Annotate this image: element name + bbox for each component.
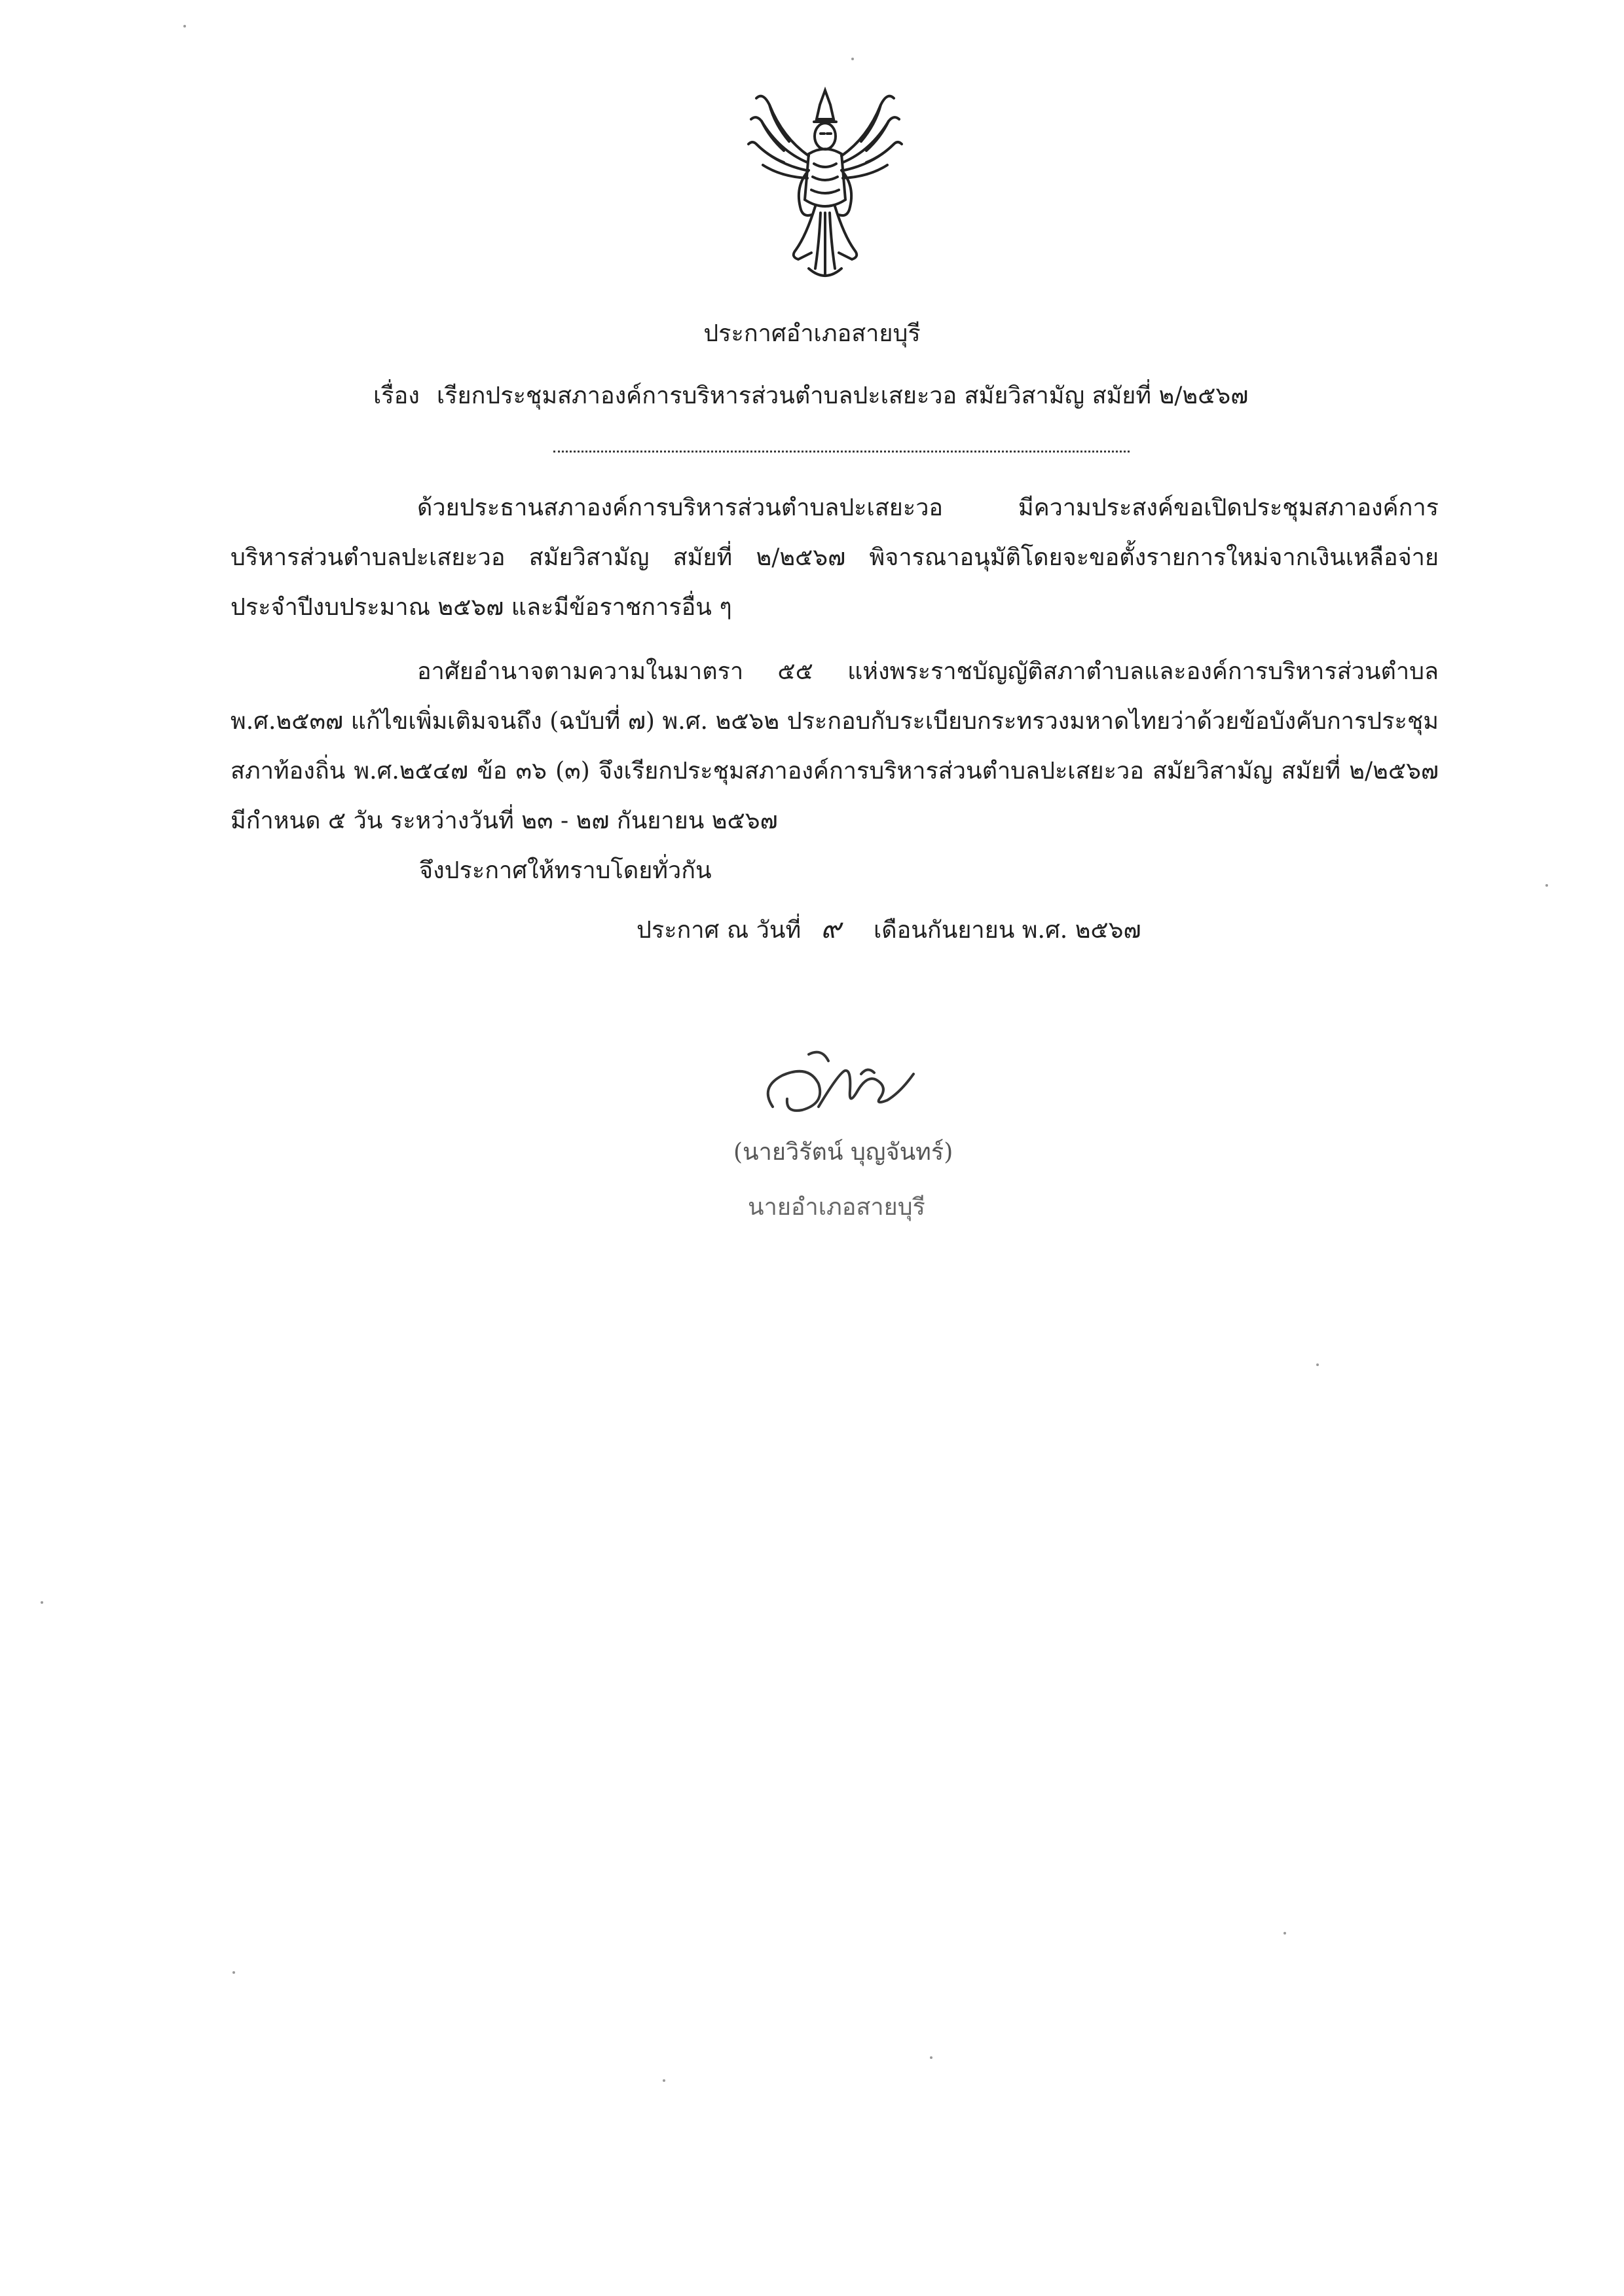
paragraph-2 <box>231 647 1439 846</box>
date-suffix: เดือนกันยายน พ.ศ. ๒๕๖๗ <box>874 917 1141 944</box>
scan-speck <box>183 25 186 28</box>
date-line <box>637 912 1141 945</box>
signer-name: (นายวิรัตน์ บุญจันทร์) <box>733 1139 953 1166</box>
closing-line: จึงประกาศให้ทราบโดยทั่วกัน <box>419 857 712 884</box>
garuda-emblem-icon <box>743 79 907 288</box>
scan-speck <box>1283 1932 1286 1935</box>
dotted-divider <box>553 451 1130 453</box>
scan-speck <box>41 1601 43 1604</box>
scan-speck <box>1316 1363 1319 1366</box>
subject-line <box>373 382 1248 410</box>
subject-label: เรื่อง <box>373 382 420 409</box>
scan-speck <box>851 58 854 60</box>
scan-speck <box>930 2056 932 2059</box>
scan-speck <box>663 2079 665 2082</box>
date-prefix: ประกาศ ณ วันที่ <box>637 917 802 944</box>
announcement-heading: ประกาศอำเภอสายบุรี <box>703 320 921 347</box>
subject-text: เรียกประชุมสภาองค์การบริหารส่วนตำบลปะเสยะวอ สมัยวิสามัญ สมัยที่ ๒/๒๕๖๗ <box>436 382 1249 409</box>
handwritten-signature-icon <box>747 1035 936 1133</box>
paragraph-2-text: อาศัยอำนาจตามความในมาตรา ๕๕ แห่งพระราชบัญญัติสภาตำบลและองค์การบริหารส่วนตำบล พ.ศ.๒๕๓๗ แก้ไขเพิ่มเติมจนถึง (ฉบับที่ ๗) พ.ศ. ๒๕๖๒ ประกอบกับระเบียบกระทรวงมหาดไทยว่าด้วยข้อบังคับการประชุมสภาท้องถิ่น พ.ศ.๒๕๔๗ ข้อ ๓๖ (๓) จึงเรียกประชุมสภาองค์การบริหารส่วนตำบลปะเสยะวอ สมัยวิสามัญ สมัยที่ ๒/๒๕๖๗ มีกำหนด ๕ วัน ระหว่างวันที่ ๒๓ - ๒๗ กันยายน ๒๕๖๗ <box>231 658 1439 834</box>
signer-title: นายอำเภอสายบุรี <box>748 1194 925 1221</box>
paragraph-1-text: ด้วยประธานสภาองค์การบริหารส่วนตำบลปะเสยะวอ มีความประสงค์ขอเปิดประชุมสภาองค์การบริหารส่วนตำบลปะเสยะวอ สมัยวิสามัญ สมัยที่ ๒/๒๕๖๗ พิจารณาอนุมัติโดยจะขอตั้งรายการใหม่จากเงินเหลือจ่าย ประจำปีงบประมาณ ๒๕๖๗ และมีข้อราชการอื่น ๆ <box>231 494 1439 621</box>
paragraph-1 <box>231 483 1439 633</box>
scan-speck <box>1545 884 1548 887</box>
date-day: ๙ <box>821 912 841 944</box>
scan-speck <box>232 1971 235 1974</box>
